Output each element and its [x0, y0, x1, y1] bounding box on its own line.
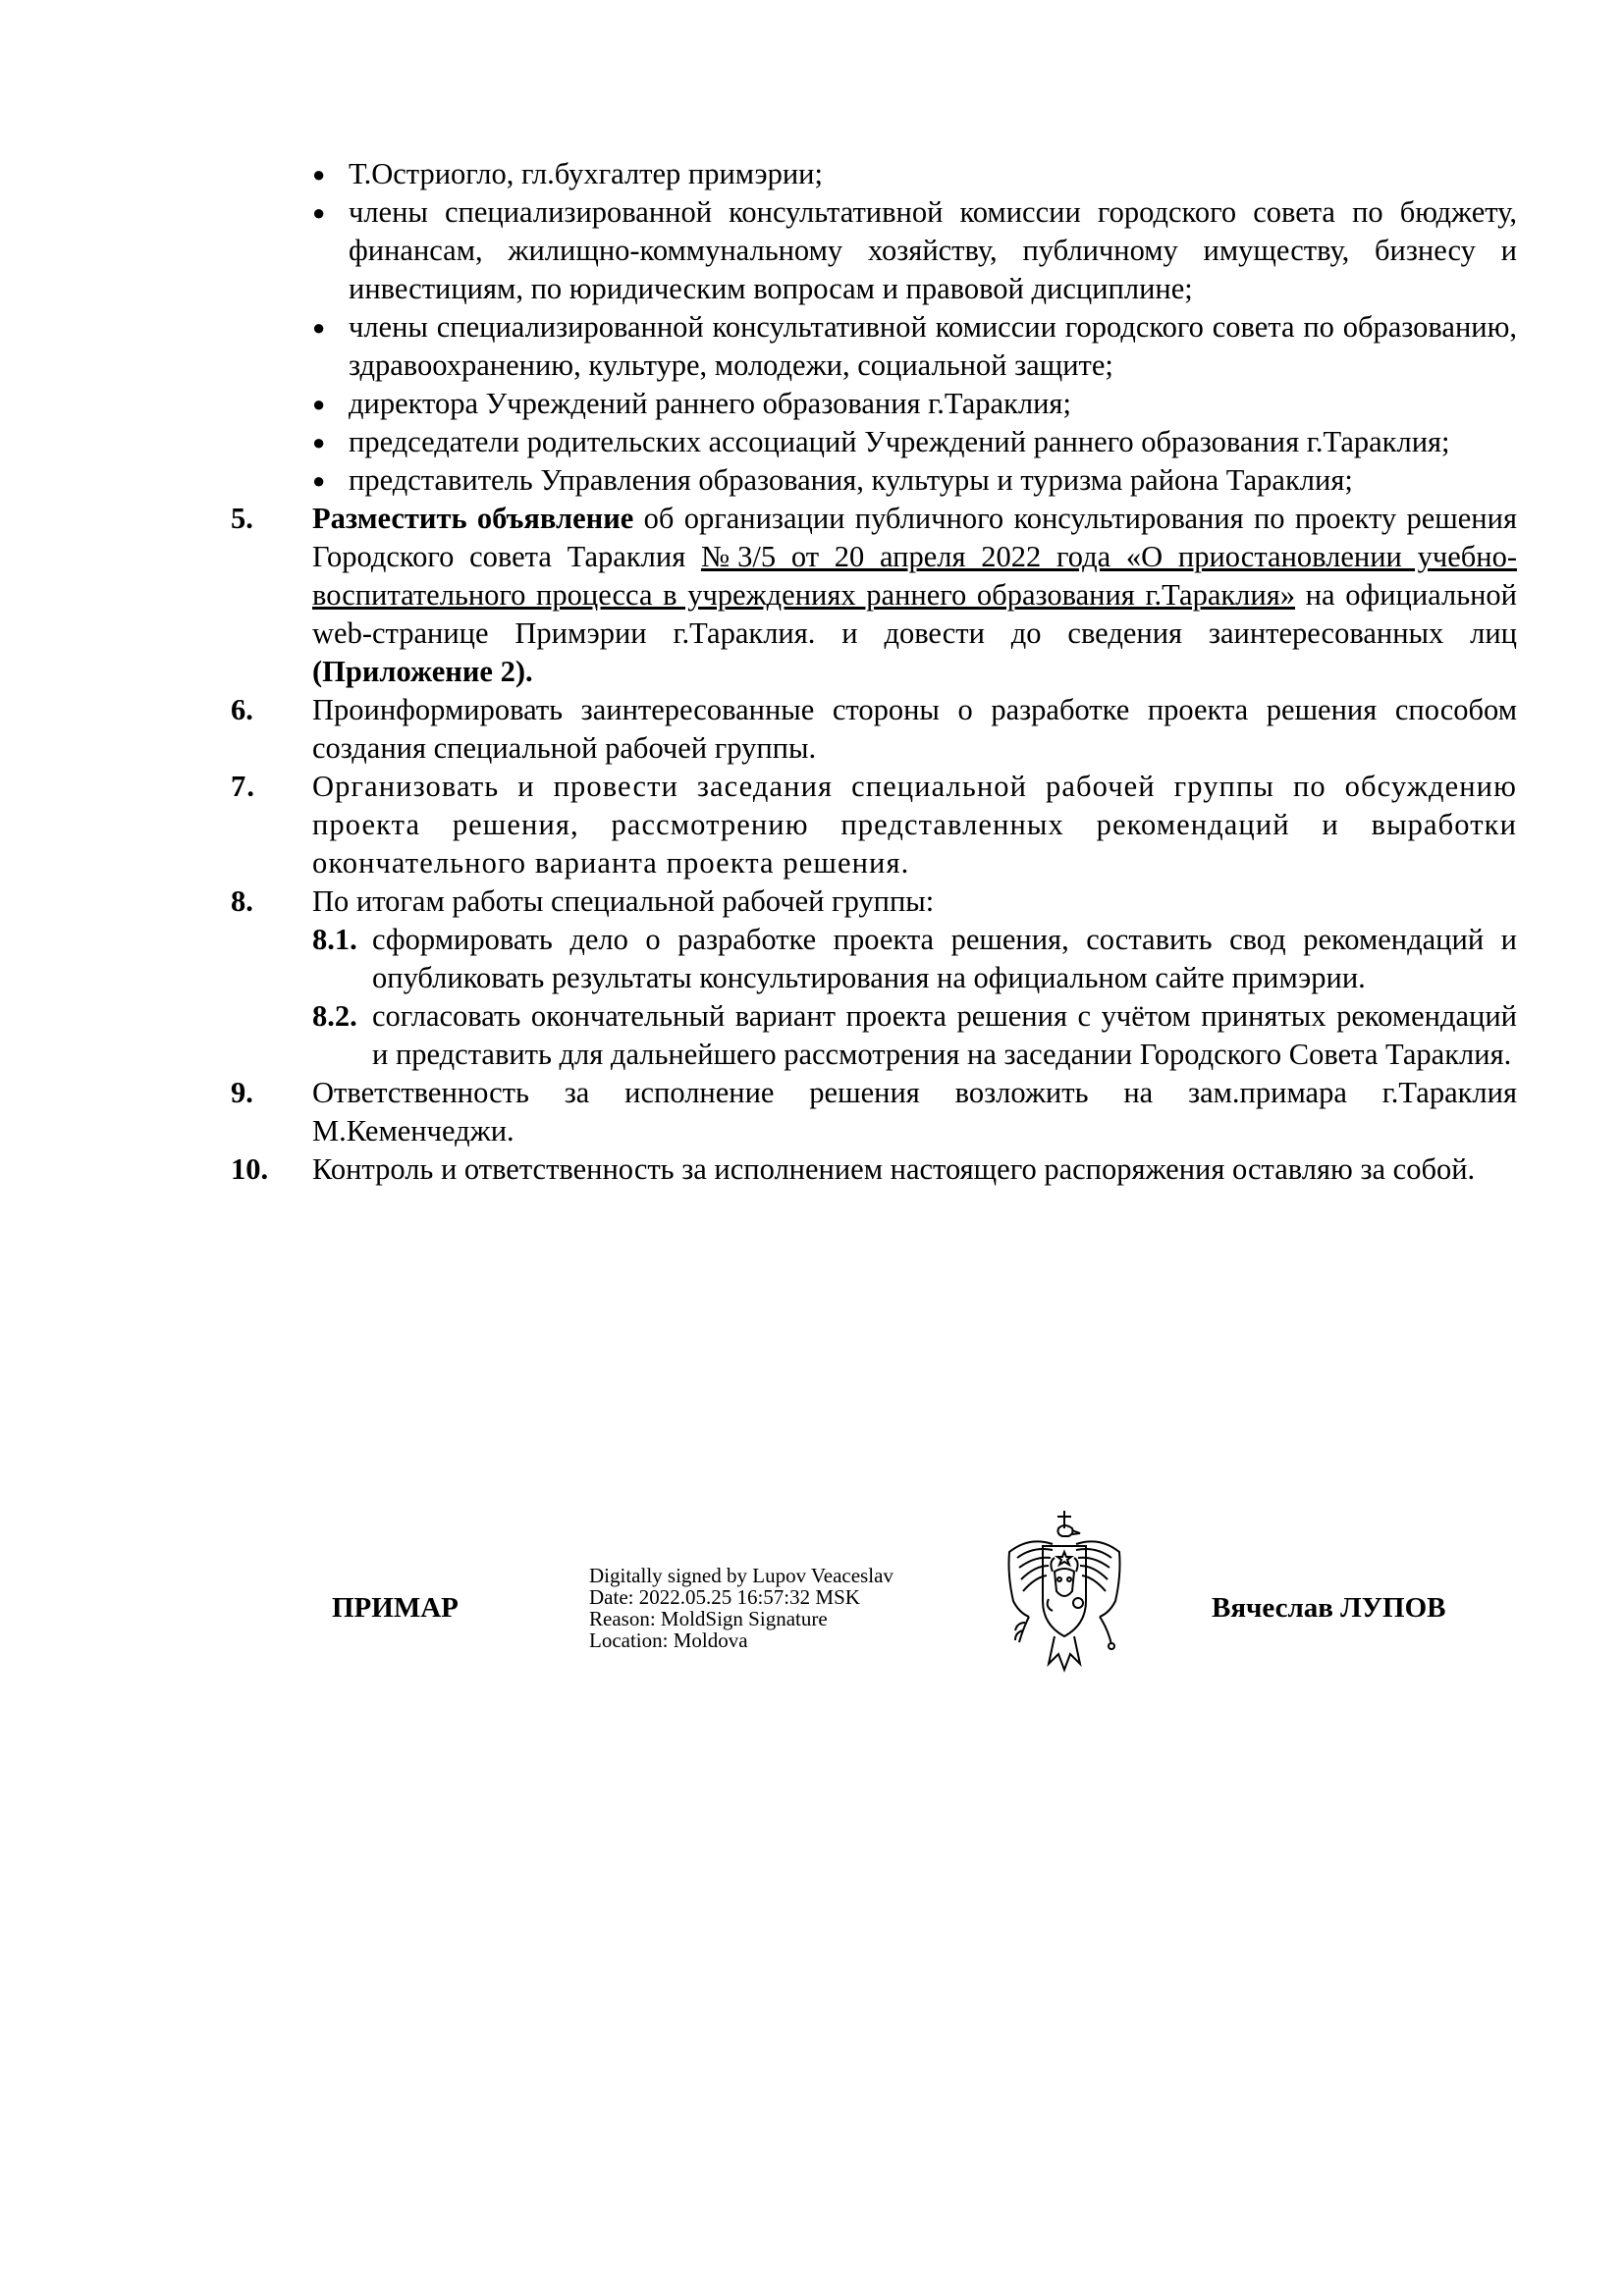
subitem-text: сформировать дело о разработке проекта решения, составить свод рекомендаций и опубликовать результаты консультирования на официальном сайте примэрии.: [372, 923, 1517, 994]
decision-items-continued: [231, 1074, 1517, 1189]
item-8-subitems: [231, 921, 1517, 1074]
bullet-icon: ●: [312, 392, 326, 416]
participants-list: [231, 155, 1517, 500]
digital-signature-block: [589, 1565, 893, 1651]
subitem-8-2: [231, 997, 1517, 1074]
item-7-text: Организовать и провести заседания специальной рабочей группы по обсуждению проекта решения, рассмотрению представленных рекомендаций и выработки окончательного варианта проекта решения.: [312, 770, 1517, 880]
item-5-bold-start: Разместить объявление: [312, 502, 634, 535]
signature-location: Location: Moldova: [589, 1629, 748, 1652]
item-6-text: Проинформировать заинтересованные стороны о разработке проекта решения способом создания специальной рабочей группы.: [312, 693, 1517, 765]
moldova-coat-of-arms-icon: [1000, 1507, 1129, 1676]
item-8: [231, 882, 1517, 921]
item-5-text-a: об организации публичного консультирования по проекту решения Городского совета Тараклия: [312, 502, 1517, 573]
list-item: [231, 193, 1517, 308]
bullet-icon: ●: [312, 162, 326, 187]
item-5: [231, 500, 1517, 691]
list-item-text: члены специализированной консультативной комиссии городского совета по образованию, здравоохранению, культуре, молодежи, социальной защите;: [349, 310, 1517, 382]
item-number: 9.: [231, 1076, 253, 1109]
appendix-reference: (Приложение 2).: [312, 655, 533, 688]
list-item: [231, 461, 1517, 500]
list-item: [231, 385, 1517, 423]
list-item-text: председатели родительских ассоциаций Учреждений раннего образования г.Тараклия;: [349, 425, 1450, 458]
item-number: 6.: [231, 693, 253, 726]
list-item-text: члены специализированной консультативной комиссии городского совета по бюджету, финансам, жилищно-коммунальному хозяйству, публичному имуществу, бизнесу и инвестициям, по юридическим вопросам и правовой дисциплине;: [349, 195, 1517, 305]
bullet-icon: ●: [312, 200, 326, 225]
list-item-text: Т.Остриогло, гл.бухгалтер примэрии;: [349, 157, 823, 190]
signature-date: Date: 2022.05.25 16:57:32 MSK: [589, 1585, 860, 1609]
list-item: [231, 155, 1517, 193]
list-item: [231, 308, 1517, 385]
item-9-text: Ответственность за исполнение решения возложить на зам.примара г.Тараклия М.Кеменчеджи.: [312, 1076, 1517, 1148]
item-number: 5.: [231, 502, 253, 535]
signatory-title: ПРИМАР: [332, 1592, 459, 1624]
bullet-icon: ●: [312, 315, 326, 340]
subitem-number: 8.1.: [312, 923, 357, 956]
signature-signed-by: Digitally signed by Lupov Veaceslav: [589, 1564, 893, 1587]
bullet-icon: ●: [312, 468, 326, 493]
item-9: [231, 1074, 1517, 1150]
document-body: [231, 155, 1517, 1189]
decision-items: [231, 500, 1517, 921]
decision-reference-link: №3/5 от 20 апреля 2022 года «О приостановлении учебно-воспитательного процесса в учреждениях раннего образования г.Тараклия»: [312, 540, 1517, 612]
list-item-text: директора Учреждений раннего образования г.Тараклия;: [349, 387, 1071, 420]
item-5-text-b: на официальной web-странице Примэрии г.Тараклия. и довести до сведения заинтересованных лиц: [312, 578, 1518, 650]
list-item-text: представитель Управления образования, культуры и туризма района Тараклия;: [349, 463, 1353, 497]
subitem-8-1: [231, 921, 1517, 997]
subitem-number: 8.2.: [312, 999, 357, 1033]
item-10-text: Контроль и ответственность за исполнением настоящего распоряжения оставляю за собой.: [312, 1152, 1476, 1186]
item-8-text: По итогам работы специальной рабочей группы:: [312, 884, 935, 918]
item-number: 7.: [231, 770, 256, 803]
item-10: [231, 1150, 1517, 1189]
bullet-icon: ●: [312, 430, 326, 454]
item-number: 10.: [231, 1152, 269, 1186]
signatory-name: Вячеслав ЛУПОВ: [1212, 1592, 1446, 1624]
signature-reason: Reason: MoldSign Signature: [589, 1607, 828, 1630]
item-number: 8.: [231, 884, 253, 918]
list-item: [231, 423, 1517, 461]
item-7: [231, 768, 1517, 882]
subitem-text: согласовать окончательный вариант проекта решения с учётом принятых рекомендаций и представить для дальнейшего рассмотрения на заседании Городского Совета Тараклия.: [372, 999, 1517, 1071]
item-6: [231, 691, 1517, 768]
